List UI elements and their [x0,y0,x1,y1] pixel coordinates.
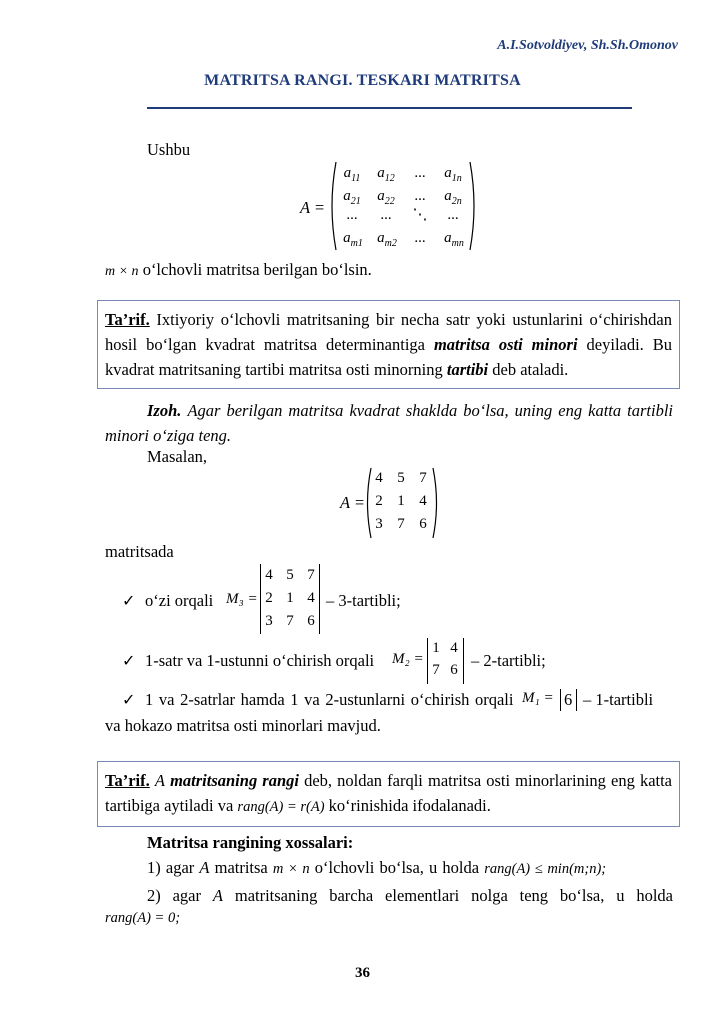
matrix-cell: 6 [450,662,458,678]
authors: A.I.Sotvoldiyev, Sh.Sh.Omonov [497,38,678,53]
matrix-cell: 5 [286,567,294,583]
minor-m3 [261,564,319,634]
minor-m3-label: M₃ = [226,591,258,607]
minor-m1-label: M₁ = [522,690,554,706]
matrix-cell: ⋱ [412,207,428,223]
ushbu-text: Ushbu [147,140,191,159]
definition-box-matrix-rank: Ta’rif. A matritsaning rangi deb, noldan farqli matritsa osti minorlarining eng katta tartibiga aytiladi va rang(A) = r(A) ko‘rinishida ifodalanadi. [97,761,680,827]
matrix-cell: $a_{1n}$ [444,165,462,184]
matrix-cell: 4 [375,470,383,486]
matrix-cell: 4 [450,640,458,656]
matrix-cell: $a_{21}$ [343,188,361,207]
definition-label: Ta’rif. [105,310,150,329]
property-2-formula: rang(A) = 0; [105,910,181,926]
matrix-cell: 7 [419,470,427,486]
definition-box-submatrix-minor: Ta’rif. Ixtiyoriy o‘lchovli matritsaning bir necha satr yoki ustunlarini o‘chirishdan hosil bo‘lgan kvadrat matritsa determinantiga matritsa osti minori deyiladi. Bu kvadrat matritsaning tartibi matritsa osti minorning tartibi deb ataladi. [97,300,680,389]
matrix-cell: 7 [307,567,315,583]
matrix-cell: ... [414,165,426,181]
term-tartibi: tartibi [446,360,489,379]
matrix-cell: 1 [286,590,294,606]
matrix-cell: $a_{m2}$ [377,230,397,249]
item1-suffix: – 3-tartibli; [326,591,401,610]
matrix-cell: 6 [307,613,315,629]
matrix-cell: 4 [419,493,427,509]
determinant-bar-right [576,689,577,711]
matrix-cell: $a_{11}$ [343,165,361,184]
property-1: 1) agar A matritsa m × n o‘lchovli bo‘lsa, u holda rang(A) ≤ min(m;n); [147,858,607,877]
example-matrix [370,466,436,540]
matrix-cell: 1 [432,640,440,656]
determinant-bar-left [560,689,561,711]
matrix-cell: 4 [307,590,315,606]
masalan-text: Masalan, [147,447,208,466]
item1-prefix: o‘zi orqali [145,591,214,610]
matrix-cell: $a_{2n}$ [444,188,462,207]
matrix-cell: 7 [432,662,440,678]
item3-prefix: 1 va 2-satrlar hamda 1 va 2-ustunlarni o‘chirish orqali [145,690,514,709]
checkmark-icon: ✓ [122,653,136,670]
matrix-a-label: A = [300,198,326,217]
minor-m2-label: M₂ = [392,651,424,667]
matrix-cell: $a_{22}$ [377,188,395,207]
properties-heading: Matritsa rangining xossalari: [147,833,354,852]
matrix-cell: 1 [397,493,405,509]
matrix-cell: 5 [397,470,405,486]
matrix-cell: 2 [375,493,383,509]
matrix-cell: 3 [375,516,383,532]
definition-label: Ta’rif. [105,771,150,790]
determinant-bar-right [319,564,320,634]
rank-formula: rang(A) = r(A) [237,799,325,815]
minor-m2 [428,638,463,684]
matrix-cell: 7 [397,516,405,532]
matrix-cell: ... [414,188,426,204]
item2-prefix: 1-satr va 1-ustunni o‘chirish orqali [145,651,375,670]
page-title: MATRITSA RANGI. TESKARI MATRITSA [204,72,521,89]
matrix-cell: $a_{mn}$ [444,230,464,249]
matrix-cell: ... [380,207,392,223]
title-rule [147,107,632,109]
matrix-cell: 3 [265,613,273,629]
property-2-line1: 2) agar A matritsaning barcha elementlari nolga teng bo‘lsa, u holda [147,886,674,905]
term-matritsaning-rangi: matritsaning rangi [170,771,299,790]
minor-m1-value: 6 [564,690,573,709]
matrix-cell: ... [414,230,426,246]
note-paragraph: Izoh. Agar berilgan matritsa kvadrat shaklda bo‘lsa, uning eng katta tartibli minori o‘ziga teng. [105,401,673,445]
closing-text: va hokazo matritsa osti minorlari mavjud. [105,716,381,735]
example-matrix-label: A = [340,493,366,512]
matrix-cell: 6 [419,516,427,532]
matrix-cell: $a_{12}$ [377,165,395,184]
determinant-bar-right [463,638,464,684]
item2-suffix: – 2-tartibli; [471,651,546,670]
matrix-cell: 4 [265,567,273,583]
term-matritsa-osti-minori: matritsa osti minori [433,335,578,354]
checkmark-icon: ✓ [122,593,136,610]
intro-sentence: m × n o‘lchovli matritsa berilgan bo‘lsin. [105,260,372,279]
item3-suffix: – 1-tartibli [583,690,654,709]
matrix-cell: $a_{m1}$ [343,230,363,249]
matrix-cell: 7 [286,613,294,629]
matrix-cell: ... [346,207,358,223]
matritsada-text: matritsada [105,542,174,561]
page-number: 36 [355,965,370,981]
matrix-cell: ... [447,207,459,223]
matrix-cell: 2 [265,590,273,606]
general-matrix [336,160,470,252]
checkmark-icon: ✓ [122,692,136,709]
